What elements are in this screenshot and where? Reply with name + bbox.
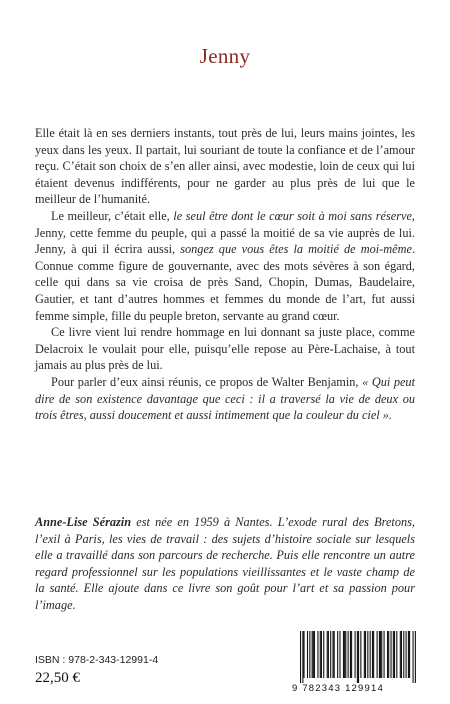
barcode-bar (355, 631, 356, 678)
barcode-bar (332, 631, 333, 678)
barcode-bar (390, 631, 391, 678)
barcode-bar (408, 631, 409, 678)
blurb-paragraph-3: Ce livre vient lui rendre hommage en lui donnant sa juste place, comme Delacroix le voulait pour elle, puisqu’elle repose au Père-Lachaise, à tout jamais au plus près de lui. (35, 325, 415, 373)
barcode-bar (409, 631, 410, 678)
blurb (35, 125, 415, 424)
barcode (300, 631, 416, 683)
barcode-bar (357, 631, 358, 683)
barcode-bar (387, 631, 388, 678)
barcode-bar (337, 631, 338, 678)
price: 22,50 € (35, 670, 80, 686)
barcode-bar (406, 631, 407, 678)
barcode-bar (348, 631, 349, 678)
barcode-bar (370, 631, 371, 678)
blurb-paragraph-4 (35, 374, 415, 424)
barcode-bar (415, 631, 416, 683)
barcode-bar (394, 631, 395, 678)
p2-quote-1: le seul être dont le cœur soit à moi sans réserve (173, 208, 412, 223)
barcode-bar (312, 631, 313, 678)
isbn: ISBN : 978-2-343-12991-4 (35, 654, 159, 666)
barcode-bar (377, 631, 378, 678)
benjamin-quote: « Qui peut dire de son existence davantage que ceci : il a traversé la vie de deux ou trois êtres, aussi doucement et aussi intimement que la couleur du ciel ». (35, 374, 415, 423)
barcode-bar (309, 631, 310, 678)
barcode-bar (344, 631, 345, 678)
barcode-bar (360, 631, 361, 678)
barcode-bar (367, 631, 368, 678)
barcode-bar (303, 631, 304, 678)
p2-quote-2: songez que vous êtes la moitié de moi-même (180, 242, 412, 257)
barcode-bar (388, 631, 389, 678)
p2-text-a: Le meilleur, c’était elle, (51, 208, 174, 223)
blurb-paragraph-1: Elle était là en ses derniers instants, tout près de lui, leurs mains jointes, les yeux dans les yeux. Il partait, lui souriant de toute la confiance et de l’amour reçu. C’était son choix de s’en aller ainsi, avec modestie, loin de ceux qui lui étaient devenus indifférents, pour ne garder au plus près de lui que le meilleur de l’humanité. (35, 126, 415, 207)
barcode-bar (345, 631, 346, 678)
barcode-bar (393, 631, 394, 678)
author-name: Anne-Lise Sérazin (35, 515, 132, 529)
barcode-bar (364, 631, 365, 678)
barcode-bar (373, 631, 374, 678)
barcode-digits: 9 782343 129914 (292, 683, 384, 694)
barcode-bar (343, 631, 344, 678)
barcode-bar (381, 631, 382, 678)
barcode-bar (400, 631, 401, 678)
barcode-bar (365, 631, 366, 678)
barcode-bar (372, 631, 373, 678)
barcode-bar (358, 631, 359, 683)
barcode-bar (330, 631, 331, 678)
barcode-bar (401, 631, 402, 678)
barcode-bar (314, 631, 315, 678)
barcode-bar (313, 631, 314, 678)
author-bio-text: est née en 1959 à Nantes. L’exode rural des Bretons, l’exil à Paris, les vies de travail : des sujets d’histoire sociale sur lesquels elle a travaillé dans son parcours de recherche. Puis elle rencontre un autre regard professionnel sur les populations vieillissantes et le vaste champ de la santé. Elle ajoute dans ce livre son goût pour l’art et sa passion pour l’image. (35, 515, 416, 612)
barcode-bar (403, 631, 404, 678)
p4-text-a: Pour parler d’eux ainsi réunis, ce propos de Walter Benjamin, (51, 374, 363, 389)
book-title: Jenny (199, 44, 251, 68)
barcode-bar (320, 631, 321, 678)
barcode-bar (350, 631, 351, 678)
barcode-bar (321, 631, 322, 678)
barcode-bar (339, 631, 340, 678)
barcode-bar (384, 631, 385, 678)
barcode-bar (307, 631, 308, 678)
barcode-bar (413, 631, 414, 683)
barcode-bar (302, 631, 303, 683)
author-bio (35, 514, 415, 614)
barcode-bar (317, 631, 318, 678)
barcode-bar (323, 631, 324, 678)
barcode-bar (396, 631, 397, 678)
blurb-paragraph-2 (35, 208, 415, 324)
barcode-bar (351, 631, 352, 678)
barcode-bar (379, 631, 380, 678)
p2-text-e: . Connue comme figure de gouvernante, avec des mots sévères à son égard, celle qui dans sa vie croisa de près Sand, Chopin, Dumas, Baudelaire, Gautier, et tant d’autres hommes et femmes du monde de l’art, fut aussi femme simple, fille du peuple breton, servante au grand cœur. (35, 242, 416, 323)
barcode-bar (300, 631, 301, 683)
barcode-bar (327, 631, 328, 678)
barcode-bar (334, 631, 335, 678)
p2-text-c: , Jenny, cette femme du peuple, qui a passé la moitié de sa vie auprès de lui. Jenny, à qui il écrira aussi, (35, 208, 415, 257)
barcode-bar (328, 631, 329, 678)
barcode-bar (380, 631, 381, 678)
barcode-graphic (300, 631, 416, 683)
